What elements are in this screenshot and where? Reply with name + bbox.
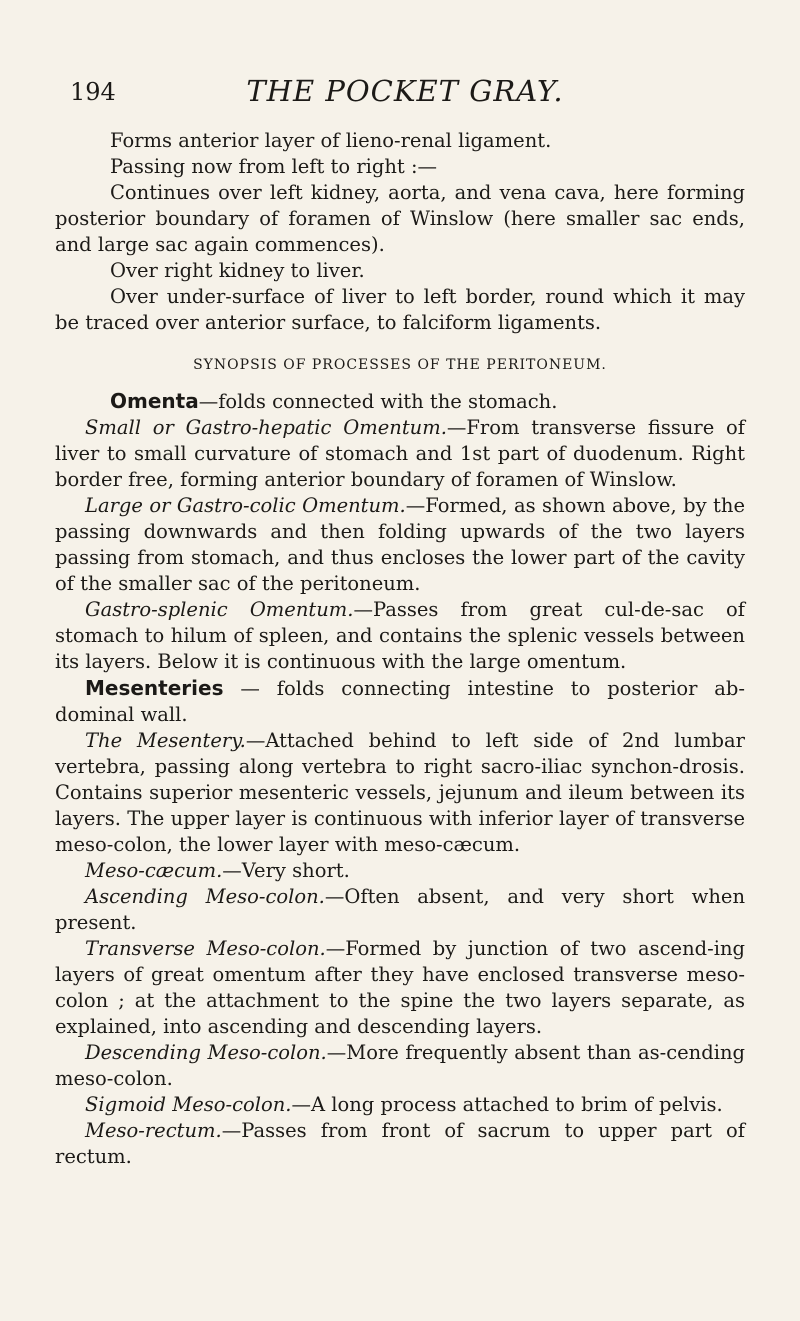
- entry-text: —Very short.: [222, 859, 350, 882]
- entry-text: —Passes from front of sacrum to upper part of rectum.: [55, 1119, 745, 1168]
- entry-ascending-meso-colon: [55, 884, 745, 936]
- definition-text: —folds connected with the stomach.: [198, 390, 558, 413]
- entry-text: —Often absent, and very short when present.: [55, 885, 745, 934]
- paragraph: Continues over left kidney, aorta, and vena cava, here forming posterior boundary of foramen of Winslow (here smaller sac ends, and large sac again commences).: [55, 181, 745, 256]
- entry-meso-rectum: [55, 1118, 745, 1170]
- definition-omenta: [55, 388, 745, 415]
- entry-text: —Formed by junction of two ascend-ing layers of great omentum after they have enclosed transverse meso-colon ; at the attachment to the spine the two layers separate, as explained, into ascending and descending layers.: [55, 937, 745, 1038]
- entry-text: —From transverse fissure of liver to small curvature of stomach and 1st part of duodenum. Right border free, forming anterior boundary of foramen of Winslow.: [55, 416, 745, 491]
- entry-term: Sigmoid Meso-colon.: [85, 1093, 292, 1116]
- entry-term: The Mesentery.: [85, 729, 246, 752]
- entry-term: Meso-rectum.: [85, 1119, 222, 1142]
- section-heading: SYNOPSIS OF PROCESSES OF THE PERITONEUM.: [193, 357, 607, 373]
- page-header: [70, 70, 740, 110]
- paragraph: Over under-surface of liver to left border, round which it may be traced over anterior surface, to falciform ligaments.: [55, 285, 745, 334]
- entry-term: Ascending Meso-colon.: [85, 885, 325, 908]
- entry-text: —A long process attached to brim of pelvis.: [291, 1093, 723, 1116]
- page-number: 194: [70, 78, 116, 106]
- definition-text: — folds connecting intestine to posterior ab-dominal wall.: [55, 677, 745, 726]
- entry-meso-caecum: [55, 858, 745, 884]
- entry-descending-meso-colon: [55, 1040, 745, 1092]
- entry-text: —Passes from great cul-de-sac of stomach to hilum of spleen, and contains the splenic vessels between its layers. Below it is continuous with the large omentum.: [55, 598, 745, 673]
- entry-term: Large or Gastro-colic Omentum.: [85, 494, 406, 517]
- entry-text: —Formed, as shown above, by the passing downwards and then folding upwards of the two layers passing from stomach, and thus encloses the lower part of the cavity of the smaller sac of the peritoneum.: [55, 494, 745, 595]
- entry-term: Descending Meso-colon.: [85, 1041, 327, 1064]
- paragraph: Passing now from left to right :—: [110, 155, 438, 178]
- entry-term: Meso-cæcum.: [85, 859, 223, 882]
- entry-term: Transverse Meso-colon.: [85, 937, 326, 960]
- entry-text: —More frequently absent than as-cending meso-colon.: [55, 1041, 745, 1090]
- paragraph: Forms anterior layer of lieno-renal ligament.: [110, 129, 552, 152]
- term: Omenta: [110, 389, 199, 413]
- entry-gastro-splenic: [55, 597, 745, 675]
- definition-mesenteries: [55, 675, 745, 728]
- entry-transverse-meso-colon: [55, 936, 745, 1040]
- entry-sigmoid-meso-colon: [55, 1092, 745, 1118]
- entry-term: Small or Gastro-hepatic Omentum.: [85, 416, 447, 439]
- entry-large-omentum: [55, 493, 745, 597]
- entry-text: —Attached behind to left side of 2nd lumbar vertebra, passing along vertebra to right sacro-iliac synchon-drosis. Contains superior mesenteric vessels, jejunum and ileum between its layers. The upper layer is continuous with inferior layer of transverse meso-colon, the lower layer with meso-cæcum.: [55, 729, 745, 856]
- running-title: THE POCKET GRAY.: [246, 74, 564, 108]
- entry-mesentery: [55, 728, 745, 858]
- entry-small-omentum: [55, 415, 745, 493]
- term: Mesenteries: [85, 676, 224, 700]
- page-body: [55, 128, 745, 1170]
- paragraph: Over right kidney to liver.: [110, 259, 365, 282]
- entry-term: Gastro-splenic Omentum.: [85, 598, 354, 621]
